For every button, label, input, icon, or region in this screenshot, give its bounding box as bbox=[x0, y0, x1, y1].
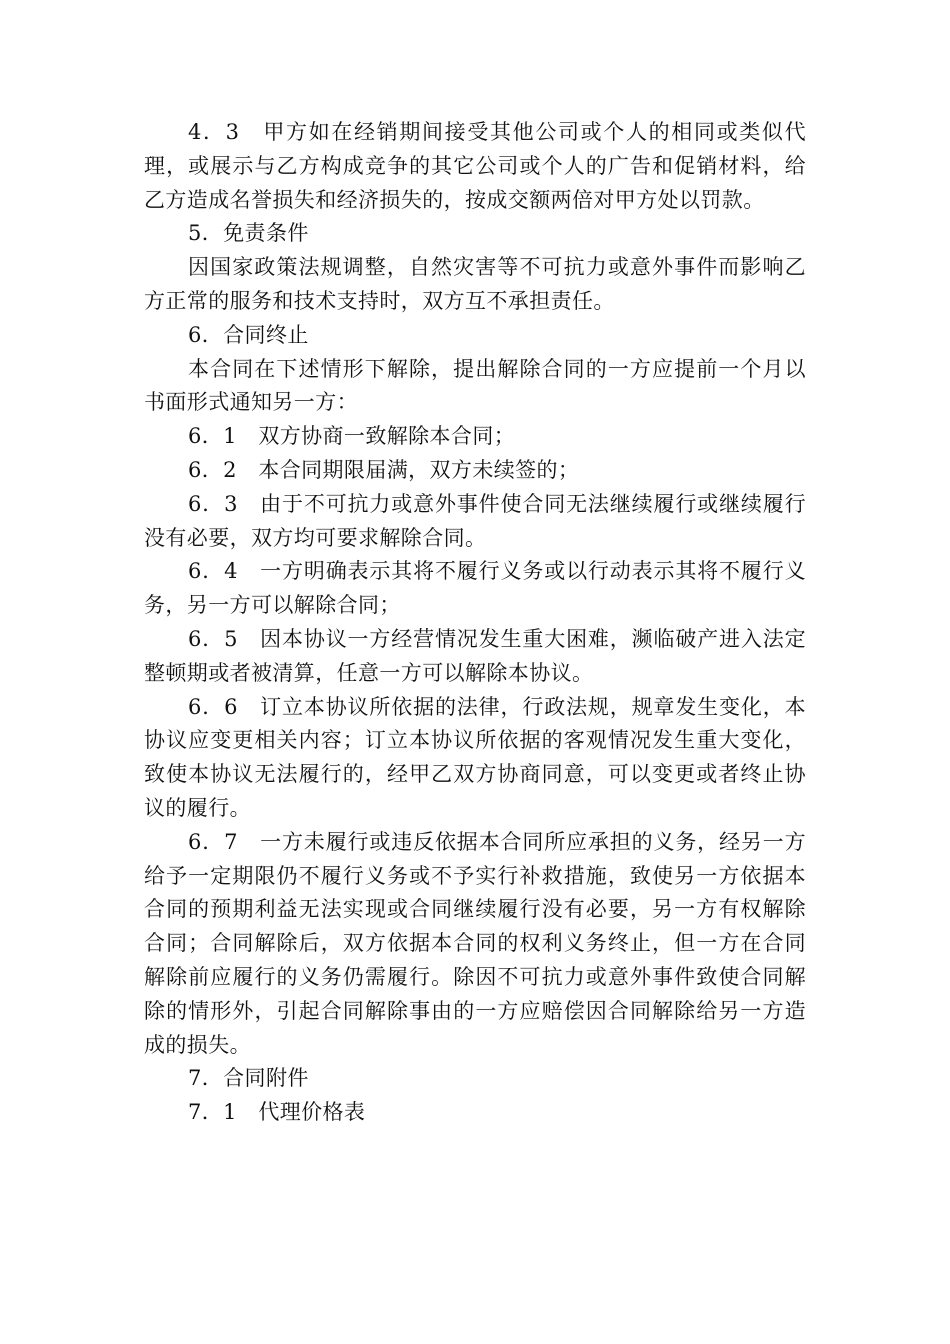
clause-6-6: 6．6 订立本协议所依据的法律，行政法规，规章发生变化，本协议应变更相关内容；订立本协议所依据的客观情况发生重大变化，致使本协议无法履行的，经甲乙双方协商同意，可以变更或者终止协议的履行。 bbox=[144, 694, 806, 820]
document-body bbox=[144, 116, 806, 1130]
clause-6-5: 6．5 因本协议一方经营情况发生重大困难，濒临破产进入法定整顿期或者被清算，任意一方可以解除本协议。 bbox=[144, 626, 806, 685]
clause-6-2: 6．2 本合同期限届满，双方未续签的； bbox=[188, 457, 580, 482]
clause-6-4: 6．4 一方明确表示其将不履行义务或以行动表示其将不履行义务，另一方可以解除合同； bbox=[144, 559, 806, 618]
section-heading-5: 5．免责条件 bbox=[188, 221, 309, 246]
section-heading-6: 6．合同终止 bbox=[188, 322, 309, 347]
clause-6-7: 6．7 一方未履行或违反依据本合同所应承担的义务，经另一方给予一定期限仍不履行义务或不予实行补救措施，致使另一方依据本合同的预期利益无法实现或合同继续履行没有必要，另一方有权解除合同；合同解除后，双方依据本合同的权利义务终止，但一方在合同解除前应履行的义务仍需履行。除因不可抗力或意外事件致使合同解除的情形外，引起合同解除事由的一方应赔偿因合同解除给另一方造成的损失。 bbox=[144, 829, 806, 1057]
clause-6-3: 6．3 由于不可抗力或意外事件使合同无法继续履行或继续履行没有必要，双方均可要求解除合同。 bbox=[144, 491, 806, 550]
clause-6-1: 6．1 双方协商一致解除本合同； bbox=[188, 424, 516, 449]
clause-4-3: 4．3 甲方如在经销期间接受其他公司或个人的相同或类似代理，或展示与乙方构成竞争的其它公司或个人的广告和促销材料，给乙方造成名誉损失和经济损失的，按成交额两倍对甲方处以罚款。 bbox=[144, 120, 806, 212]
section-6-body: 本合同在下述情形下解除，提出解除合同的一方应提前一个月以书面形式通知另一方： bbox=[144, 356, 806, 415]
clause-7-1: 7．1 代理价格表 bbox=[188, 1100, 366, 1125]
section-5-body: 因国家政策法规调整，自然灾害等不可抗力或意外事件而影响乙方正常的服务和技术支持时，双方互不承担责任。 bbox=[144, 255, 806, 313]
section-heading-7: 7．合同附件 bbox=[188, 1066, 309, 1091]
